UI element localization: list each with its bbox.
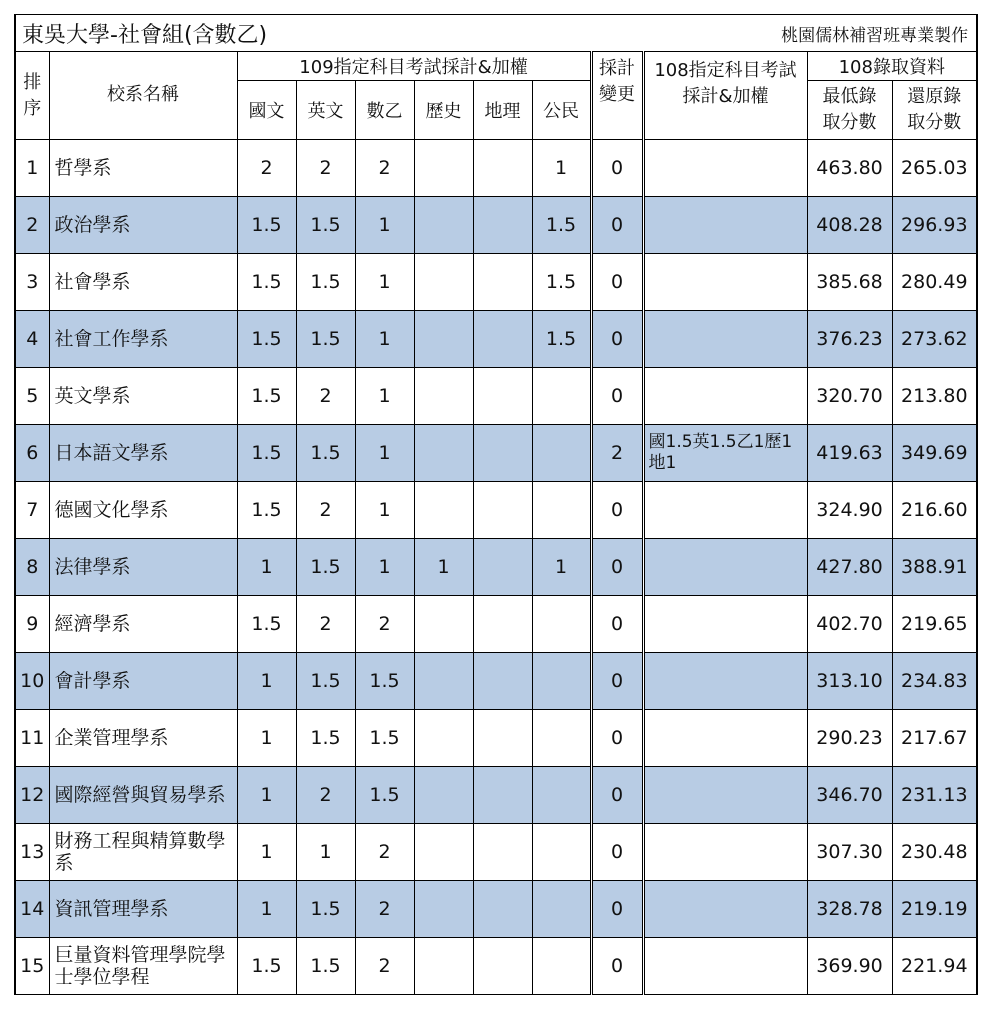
weight-cell-math-b: 1	[355, 425, 414, 482]
weight-cell-chinese: 2	[237, 140, 296, 197]
subject-header: 國文	[237, 81, 296, 140]
change-cell: 0	[591, 710, 643, 767]
admission-table	[14, 14, 978, 995]
dept-name-cell: 財務工程與精算數學系	[49, 824, 237, 881]
weight-108-cell	[643, 254, 807, 311]
page-title: 東吳大學-社會組(含數乙)	[15, 15, 473, 52]
orig-score-cell: 280.49	[892, 254, 977, 311]
weight-cell-english: 1.5	[296, 311, 355, 368]
min-score-cell: 402.70	[807, 596, 892, 653]
min-score-cell: 313.10	[807, 653, 892, 710]
min-score-cell: 385.68	[807, 254, 892, 311]
orig-score-cell: 234.83	[892, 653, 977, 710]
weight-cell-history	[414, 596, 473, 653]
weight-cell-english: 1.5	[296, 425, 355, 482]
weight-cell-math-b: 1	[355, 368, 414, 425]
weight-cell-civics	[532, 596, 591, 653]
dept-name-cell: 哲學系	[49, 140, 237, 197]
rank-cell: 4	[15, 311, 49, 368]
dept-name-cell: 會計學系	[49, 653, 237, 710]
weight-cell-geography	[473, 311, 532, 368]
orig-score-cell: 217.67	[892, 710, 977, 767]
weight-cell-chinese: 1	[237, 539, 296, 596]
dept-name-cell: 法律學系	[49, 539, 237, 596]
change-cell: 0	[591, 140, 643, 197]
min-score-cell: 324.90	[807, 482, 892, 539]
weight-cell-english: 2	[296, 596, 355, 653]
weight-cell-civics	[532, 938, 591, 995]
weight-cell-chinese: 1	[237, 824, 296, 881]
weight-cell-geography	[473, 482, 532, 539]
change-cell: 0	[591, 197, 643, 254]
table-row	[15, 539, 977, 596]
rank-cell: 5	[15, 368, 49, 425]
subject-header: 地理	[473, 81, 532, 140]
orig-score-cell: 216.60	[892, 482, 977, 539]
table-row	[15, 425, 977, 482]
rank-cell: 6	[15, 425, 49, 482]
weight-cell-chinese: 1.5	[237, 938, 296, 995]
weight-108-cell	[643, 368, 807, 425]
weight-cell-chinese: 1.5	[237, 311, 296, 368]
weight-cell-chinese: 1	[237, 881, 296, 938]
weight-cell-geography	[473, 539, 532, 596]
weight-cell-history	[414, 653, 473, 710]
dept-name-cell: 社會工作學系	[49, 311, 237, 368]
orig-score-cell: 213.80	[892, 368, 977, 425]
subject-header: 歷史	[414, 81, 473, 140]
weight-cell-geography	[473, 710, 532, 767]
min-score-cell: 419.63	[807, 425, 892, 482]
weight-cell-chinese: 1.5	[237, 254, 296, 311]
weight-108-cell	[643, 197, 807, 254]
min-score-cell: 376.23	[807, 311, 892, 368]
weight-cell-math-b: 1	[355, 197, 414, 254]
weight-cell-math-b: 1	[355, 311, 414, 368]
weight-cell-english: 1.5	[296, 254, 355, 311]
min-score-cell: 463.80	[807, 140, 892, 197]
table-row	[15, 311, 977, 368]
weight-cell-english: 2	[296, 482, 355, 539]
weight-cell-math-b: 2	[355, 938, 414, 995]
weight-cell-history	[414, 140, 473, 197]
subject-header: 公民	[532, 81, 591, 140]
weight-108-cell	[643, 140, 807, 197]
weight-cell-civics: 1	[532, 140, 591, 197]
weight-cell-math-b: 2	[355, 140, 414, 197]
rank-cell: 8	[15, 539, 49, 596]
dept-name-cell: 企業管理學系	[49, 710, 237, 767]
weight-cell-geography	[473, 653, 532, 710]
weight-cell-civics	[532, 710, 591, 767]
min-score-cell: 320.70	[807, 368, 892, 425]
dept-name-cell: 資訊管理學系	[49, 881, 237, 938]
rank-cell: 9	[15, 596, 49, 653]
weight-cell-geography	[473, 425, 532, 482]
weight-cell-english: 1.5	[296, 710, 355, 767]
rank-cell: 10	[15, 653, 49, 710]
weight-cell-civics	[532, 824, 591, 881]
weight-cell-english: 2	[296, 767, 355, 824]
weight-cell-geography	[473, 767, 532, 824]
weight-cell-civics	[532, 482, 591, 539]
rank-cell: 2	[15, 197, 49, 254]
min-score-cell: 346.70	[807, 767, 892, 824]
weight-cell-geography	[473, 368, 532, 425]
group-109-header: 109指定科目考試採計&加權	[237, 52, 591, 81]
weight-cell-math-b: 2	[355, 596, 414, 653]
table-row	[15, 938, 977, 995]
weight-108-cell	[643, 596, 807, 653]
min-score-cell: 307.30	[807, 824, 892, 881]
table-row	[15, 254, 977, 311]
table-row	[15, 710, 977, 767]
dept-name-cell: 國際經營與貿易學系	[49, 767, 237, 824]
weight-cell-civics	[532, 767, 591, 824]
orig-score-cell: 219.65	[892, 596, 977, 653]
weight-cell-chinese: 1	[237, 653, 296, 710]
rank-cell: 1	[15, 140, 49, 197]
orig-score-cell: 296.93	[892, 197, 977, 254]
weight-cell-math-b: 1	[355, 482, 414, 539]
weight-cell-history	[414, 881, 473, 938]
weight-108-cell	[643, 938, 807, 995]
weight-cell-history	[414, 368, 473, 425]
weight-cell-chinese: 1.5	[237, 197, 296, 254]
weight-cell-history	[414, 938, 473, 995]
weight-cell-history	[414, 254, 473, 311]
table-row	[15, 881, 977, 938]
change-cell: 0	[591, 254, 643, 311]
weight-108-cell: 國1.5英1.5乙1歷1地1	[643, 425, 807, 482]
weight-cell-english: 1.5	[296, 539, 355, 596]
min-score-cell: 369.90	[807, 938, 892, 995]
admission-table-sheet	[14, 14, 976, 1009]
table-row	[15, 368, 977, 425]
subject-header: 數乙	[355, 81, 414, 140]
dept-name-cell: 社會學系	[49, 254, 237, 311]
weight-cell-history	[414, 197, 473, 254]
weight-cell-civics	[532, 653, 591, 710]
weight-cell-math-b: 1	[355, 254, 414, 311]
weight-cell-chinese: 1	[237, 710, 296, 767]
orig-score-cell: 265.03	[892, 140, 977, 197]
table-row	[15, 596, 977, 653]
orig-score-cell: 273.62	[892, 311, 977, 368]
weight-108-cell	[643, 539, 807, 596]
change-cell: 0	[591, 596, 643, 653]
dept-name-cell: 德國文化學系	[49, 482, 237, 539]
weight-cell-geography	[473, 938, 532, 995]
weight-cell-history	[414, 425, 473, 482]
min-score-header: 最低錄取分數	[807, 81, 892, 140]
rank-cell: 15	[15, 938, 49, 995]
orig-score-cell: 221.94	[892, 938, 977, 995]
weight-cell-english: 1.5	[296, 197, 355, 254]
change-cell: 0	[591, 767, 643, 824]
orig-score-cell: 219.19	[892, 881, 977, 938]
orig-score-cell: 231.13	[892, 767, 977, 824]
change-cell: 0	[591, 482, 643, 539]
weight-cell-geography	[473, 596, 532, 653]
weight-cell-english: 2	[296, 368, 355, 425]
weight-108-cell	[643, 482, 807, 539]
dept-name-cell: 日本語文學系	[49, 425, 237, 482]
dept-name-cell: 政治學系	[49, 197, 237, 254]
change-cell: 0	[591, 824, 643, 881]
change-cell: 0	[591, 368, 643, 425]
table-row	[15, 824, 977, 881]
weight-cell-chinese: 1.5	[237, 596, 296, 653]
dept-name-cell: 英文學系	[49, 368, 237, 425]
admit-header: 108錄取資料	[807, 52, 977, 81]
weight-cell-civics	[532, 425, 591, 482]
rank-cell: 13	[15, 824, 49, 881]
change-cell: 2	[591, 425, 643, 482]
min-score-cell: 427.80	[807, 539, 892, 596]
weight-cell-geography	[473, 254, 532, 311]
weight-cell-geography	[473, 197, 532, 254]
weight-cell-chinese: 1	[237, 767, 296, 824]
orig-score-cell: 349.69	[892, 425, 977, 482]
weight-cell-history	[414, 824, 473, 881]
weight-cell-geography	[473, 881, 532, 938]
rank-cell: 3	[15, 254, 49, 311]
weight-cell-civics	[532, 368, 591, 425]
weight-108-cell	[643, 824, 807, 881]
table-row	[15, 653, 977, 710]
weight-cell-english: 1.5	[296, 653, 355, 710]
weight-cell-math-b: 1	[355, 539, 414, 596]
rank-header: 排序	[15, 52, 49, 140]
weight-cell-math-b: 2	[355, 824, 414, 881]
subject-header: 英文	[296, 81, 355, 140]
weight-108-cell	[643, 710, 807, 767]
orig-score-cell: 230.48	[892, 824, 977, 881]
table-row	[15, 482, 977, 539]
rank-cell: 12	[15, 767, 49, 824]
dept-name-cell: 經濟學系	[49, 596, 237, 653]
weight-108-cell	[643, 311, 807, 368]
table-row	[15, 767, 977, 824]
weight-cell-english: 1	[296, 824, 355, 881]
weight-cell-history	[414, 767, 473, 824]
weight-108-cell	[643, 653, 807, 710]
group-108-header: 108指定科目考試採計&加權	[643, 52, 807, 140]
change-cell: 0	[591, 539, 643, 596]
weight-cell-history	[414, 311, 473, 368]
weight-cell-civics	[532, 881, 591, 938]
maker-credit: 桃園儒林補習班專業製作	[473, 15, 977, 52]
min-score-cell: 328.78	[807, 881, 892, 938]
weight-cell-chinese: 1.5	[237, 368, 296, 425]
change-cell: 0	[591, 938, 643, 995]
weight-cell-chinese: 1.5	[237, 425, 296, 482]
dept-name-cell: 巨量資料管理學院學士學位學程	[49, 938, 237, 995]
min-score-cell: 408.28	[807, 197, 892, 254]
table-row	[15, 140, 977, 197]
rank-cell: 7	[15, 482, 49, 539]
change-cell: 0	[591, 653, 643, 710]
weight-cell-history	[414, 482, 473, 539]
rank-cell: 11	[15, 710, 49, 767]
rank-cell: 14	[15, 881, 49, 938]
weight-cell-english: 1.5	[296, 938, 355, 995]
weight-cell-math-b: 1.5	[355, 710, 414, 767]
orig-score-header: 還原錄取分數	[892, 81, 977, 140]
weight-cell-geography	[473, 824, 532, 881]
weight-cell-english: 1.5	[296, 881, 355, 938]
weight-cell-math-b: 1.5	[355, 653, 414, 710]
weight-cell-english: 2	[296, 140, 355, 197]
weight-cell-math-b: 1.5	[355, 767, 414, 824]
weight-cell-civics: 1.5	[532, 197, 591, 254]
min-score-cell: 290.23	[807, 710, 892, 767]
table-row	[15, 197, 977, 254]
change-cell: 0	[591, 311, 643, 368]
weight-cell-geography	[473, 140, 532, 197]
weight-cell-history: 1	[414, 539, 473, 596]
change-header: 採計變更	[591, 52, 643, 140]
weight-cell-chinese: 1.5	[237, 482, 296, 539]
weight-108-cell	[643, 767, 807, 824]
weight-cell-civics: 1	[532, 539, 591, 596]
weight-cell-math-b: 2	[355, 881, 414, 938]
dept-header: 校系名稱	[49, 52, 237, 140]
orig-score-cell: 388.91	[892, 539, 977, 596]
weight-cell-history	[414, 710, 473, 767]
weight-cell-civics: 1.5	[532, 254, 591, 311]
weight-108-cell	[643, 881, 807, 938]
weight-cell-civics: 1.5	[532, 311, 591, 368]
change-cell: 0	[591, 881, 643, 938]
